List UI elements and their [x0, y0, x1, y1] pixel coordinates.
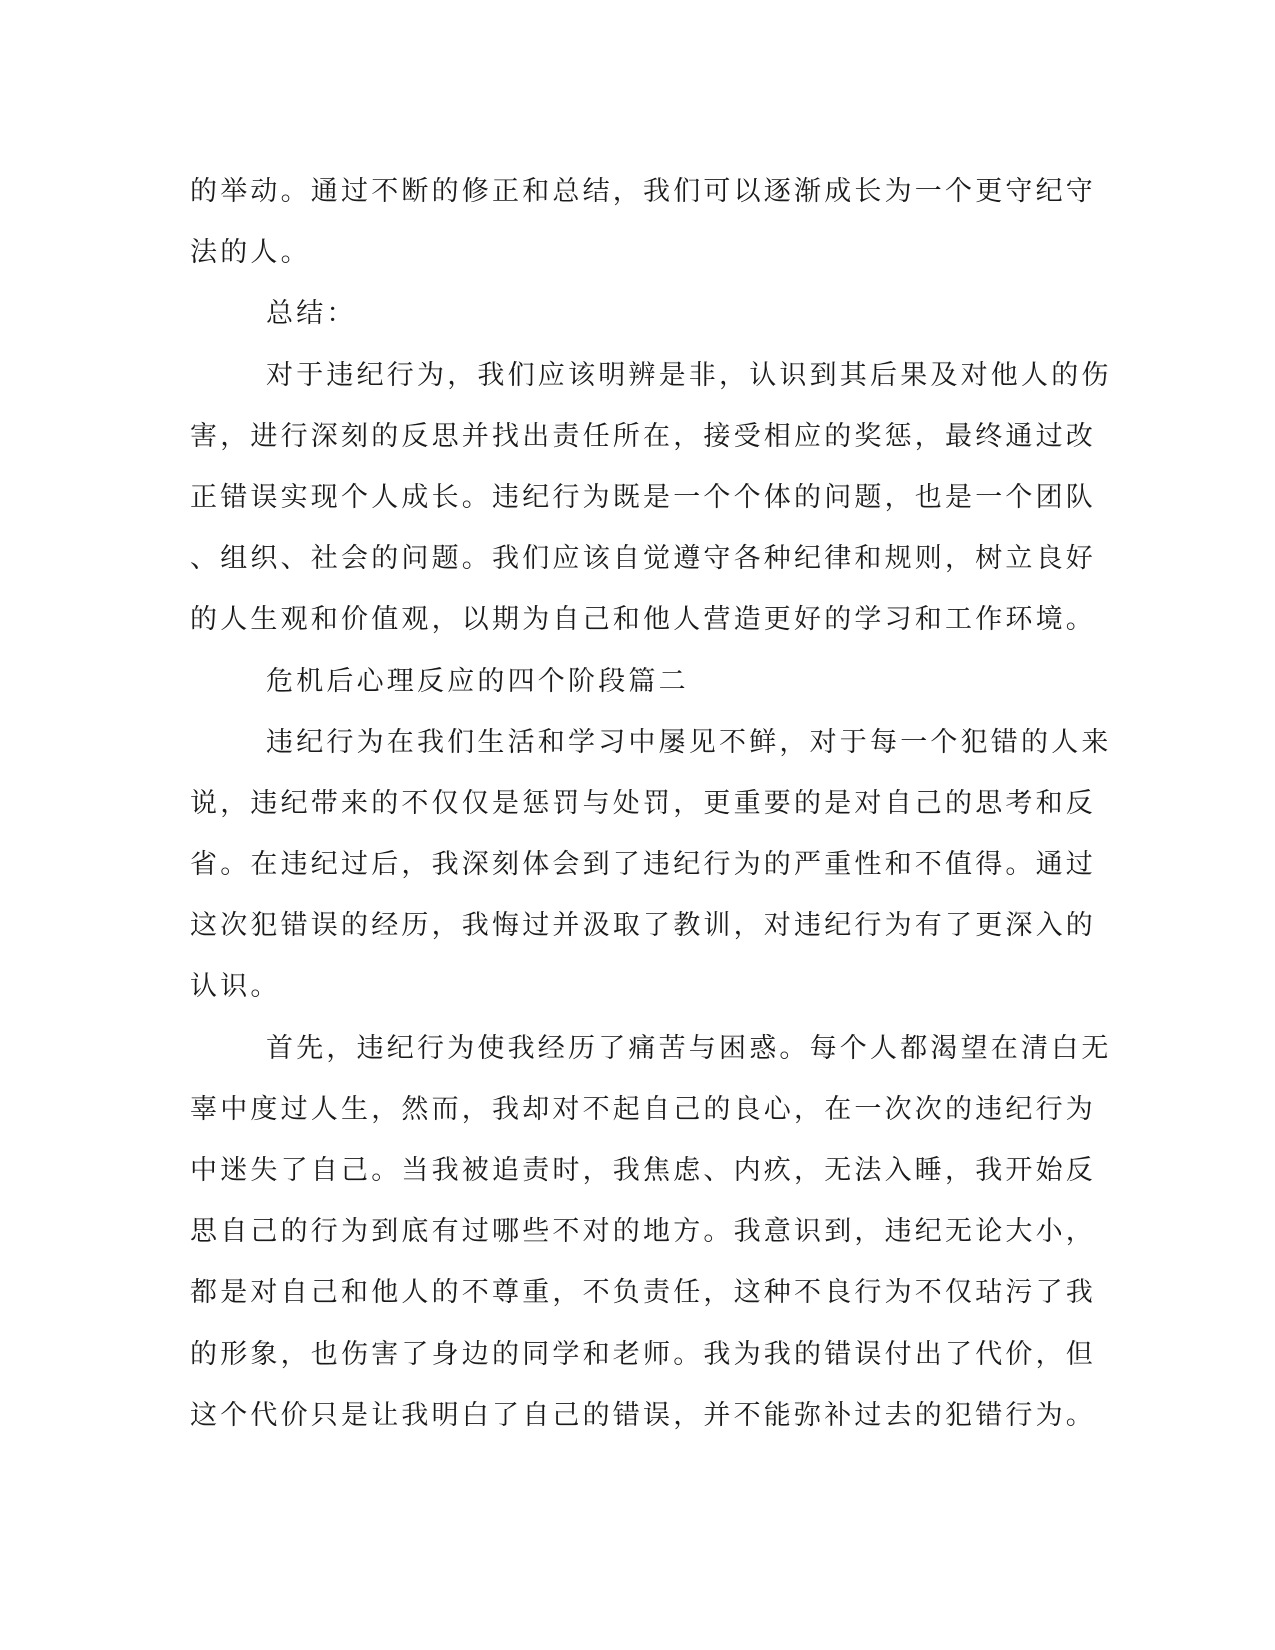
section-heading-summary: 总结： [266, 298, 357, 330]
section-title: 危机后心理反应的四个阶段篇二 [266, 665, 689, 697]
body-line: 的举动。通过不断的修正和总结，我们可以逐渐成长为一个更守纪守 [190, 176, 1096, 207]
body-line: 害，进行深刻的反思并找出责任所在，接受相应的奖惩，最终通过改 [190, 420, 1096, 452]
body-line: 的人生观和价值观，以期为自己和他人营造更好的学习和工作环境。 [190, 604, 1096, 636]
body-line: 对于违纪行为，我们应该明辨是非，认识到其后果及对他人的伤 [266, 359, 1112, 391]
body-line: 这次犯错误的经历，我悔过并汲取了教训，对违纪行为有了更深入的 [190, 910, 1096, 942]
body-line: 都是对自己和他人的不尊重，不负责任，这种不良行为不仅玷污了我 [190, 1277, 1096, 1309]
body-line: 中迷失了自己。当我被追责时，我焦虑、内疚，无法入睡，我开始反 [190, 1155, 1096, 1186]
body-line: 首先，违纪行为使我经历了痛苦与困惑。每个人都渴望在清白无 [266, 1032, 1112, 1064]
body-line: 省。在违纪过后，我深刻体会到了违纪行为的严重性和不值得。通过 [190, 849, 1096, 881]
body-line: 的形象，也伤害了身边的同学和老师。我为我的错误付出了代价，但 [190, 1338, 1096, 1370]
body-line: 思自己的行为到底有过哪些不对的地方。我意识到，违纪无论大小， [190, 1216, 1096, 1248]
body-line: 辜中度过人生，然而，我却对不起自己的良心，在一次次的违纪行为 [190, 1093, 1096, 1125]
document-body [190, 161, 1112, 1446]
body-line: 说，违纪带来的不仅仅是惩罚与处罚，更重要的是对自己的思考和反 [190, 787, 1096, 819]
body-line: 违纪行为在我们生活和学习中屡见不鲜，对于每一个犯错的人来 [266, 726, 1112, 758]
body-line: 这个代价只是让我明白了自己的错误，并不能弥补过去的犯错行为。 [190, 1399, 1096, 1431]
body-line: 认识。 [190, 971, 281, 1003]
body-line: 法的人。 [190, 237, 311, 269]
body-line: 正错误实现个人成长。违纪行为既是一个个体的问题，也是一个团队 [190, 481, 1096, 513]
body-line: 、组织、社会的问题。我们应该自觉遵守各种纪律和规则，树立良好 [190, 543, 1096, 575]
